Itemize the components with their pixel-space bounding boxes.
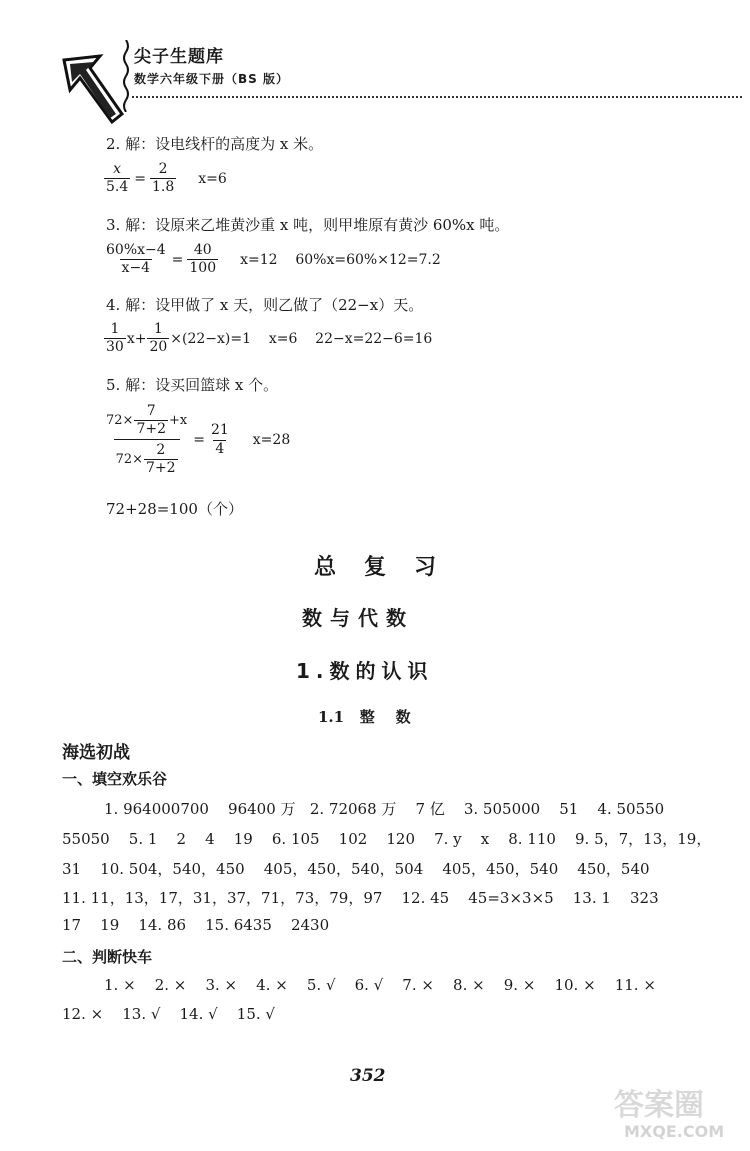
part2-line-1: 1. × 2. × 3. × 4. × 5. √ 6. √ 7. × 8. × 9. × 10. × 11. ×	[104, 976, 656, 994]
q4-equation: $\frac{1}{30}$ x+ $\frac{1}{20}$ ×(22−x)=1 x=6 22−x=22−6=16	[106, 321, 433, 356]
part1-title: 一、填空欢乐谷	[62, 770, 168, 788]
part1-line-5: 17 19 14. 86 15. 6435 2430	[62, 916, 330, 934]
part1-line-1: 1. 964000700 96400 万 2. 72068 万 7 亿 3. 505000 51 4. 50550	[104, 800, 665, 818]
part1-line-2: 55050 5. 1 2 4 19 6. 105 102 120 7. y x 8. 110 9. 5，7，13，19，	[62, 830, 712, 848]
q2-fraction-1: $\frac{x}{5.4}$	[106, 161, 129, 196]
q3-fraction-2: $\frac{40}{100}$	[189, 242, 217, 277]
heading-numbers-algebra: 数与代数	[302, 606, 414, 630]
q5-complex-fraction: 72× $\frac{7}{7+2}$ +x 72× $\frac{2}{7+2}$	[106, 403, 188, 477]
heading-integers: 1.1 整 数	[318, 708, 411, 726]
wavy-divider-icon	[122, 40, 130, 112]
q5-fraction-result: $\frac{21}{4}$	[210, 422, 229, 457]
heading-general-review: 总复习	[314, 555, 465, 580]
q3-result: x=12 60%x=60%×12=7.2	[240, 251, 441, 268]
part1-line-4: 11. 11，13，17，31，37，71，73，79，97 12. 45 45=3×3×5 13. 1 323	[62, 889, 659, 907]
book-title: 尖子生题库	[134, 47, 224, 67]
q3-equation: $\frac{60\%x-4}{x-4}$ = $\frac{40}{100}$ x=12 60%x=60%×12=7.2	[106, 242, 441, 277]
page-number: 352	[350, 1066, 386, 1086]
q2-statement: 2. 解：设电线杆的高度为 x 米。	[106, 135, 324, 153]
part2-line-2: 12. × 13. √ 14. √ 15. √	[62, 1005, 275, 1023]
q4-fraction-1: $\frac{1}{30}$	[106, 321, 124, 356]
q5-statement: 5. 解：设买回篮球 x 个。	[106, 376, 279, 394]
q4-result: ×(22−x)=1 x=6 22−x=22−6=16	[170, 330, 433, 347]
heading-number-recognition: 1.数的认识	[296, 659, 434, 683]
q2-equation: $\frac{x}{5.4}$ = $\frac{2}{1.8}$ x=6	[106, 161, 227, 196]
part2-title: 二、判断快车	[62, 948, 153, 966]
arrow-logo-icon	[60, 52, 130, 132]
q2-result: x=6	[198, 170, 227, 187]
header-dotted-rule	[132, 96, 742, 98]
watermark-logo: 答案圈 MXQE.COM	[614, 1088, 725, 1141]
q3-statement: 3. 解：设原来乙堆黄沙重 x 吨，则甲堆原有黄沙 60%x 吨。	[106, 216, 510, 234]
q5-equation: 72× $\frac{7}{7+2}$ +x 72× $\frac{2}{7+2}$ = $\frac{21}{4}$ x=28	[106, 403, 291, 477]
q5-final-line: 72+28=100（个）	[106, 500, 243, 518]
page-header	[60, 34, 700, 124]
q5-result: x=28	[252, 432, 291, 449]
q4-fraction-2: $\frac{1}{20}$	[149, 321, 168, 356]
q3-fraction-1: $\frac{60\%x-4}{x-4}$	[106, 242, 166, 277]
q2-fraction-2: $\frac{2}{1.8}$	[152, 161, 175, 196]
q4-statement: 4. 解：设甲做了 x 天，则乙做了（22−x）天。	[106, 296, 424, 314]
part1-line-3: 31 10. 504，540，450 405，450，540，504 405，450，540 450，540	[62, 860, 650, 878]
book-subtitle: 数学六年级下册（BS 版）	[134, 72, 289, 86]
section-title: 海选初战	[62, 743, 130, 763]
